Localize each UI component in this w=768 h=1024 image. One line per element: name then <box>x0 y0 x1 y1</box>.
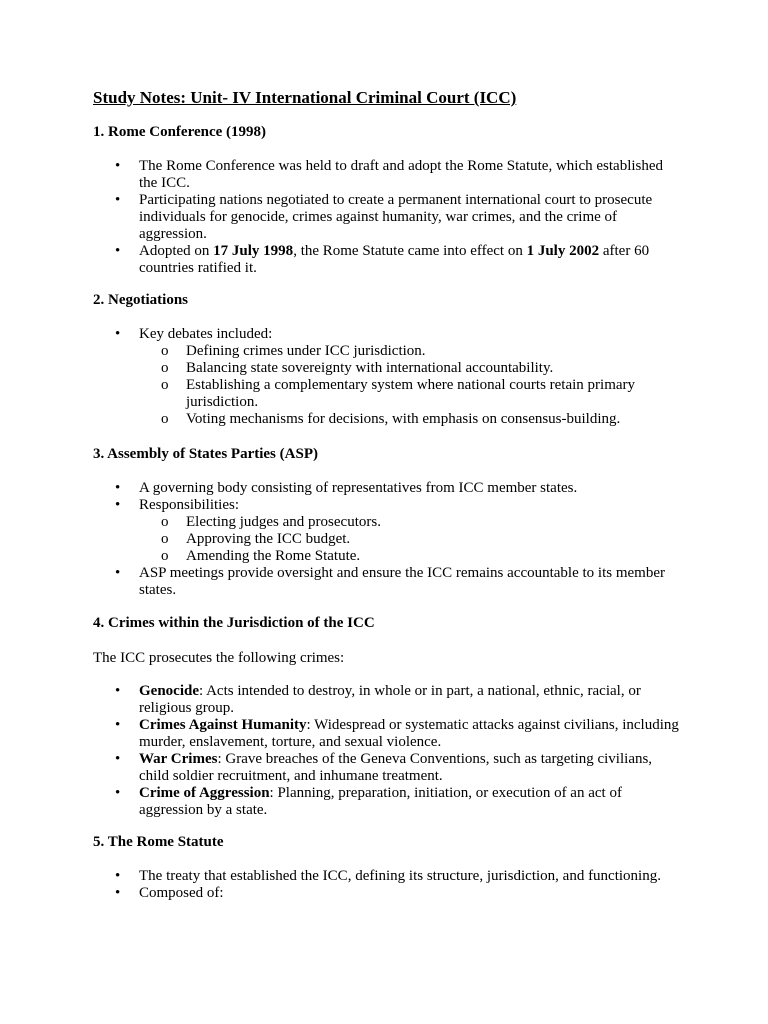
sub-list-item: o Amending the Rome Statute. <box>139 548 666 565</box>
sub-list <box>139 514 679 565</box>
crime-term: Crimes Against Humanity <box>139 717 307 733</box>
sub-list-item: o Balancing state sovereignty with international accountability. <box>139 360 666 377</box>
list-item: • ASP meetings provide oversight and ensure the ICC remains accountable to its member states. <box>0 565 679 599</box>
list-item: • Responsibilities: o Electing judges and prosecutors. o Approving the ICC budget. o Amending the Rome Statute. <box>0 497 679 565</box>
list-item: • A governing body consisting of representatives from ICC member states. <box>0 480 679 497</box>
list-item: • War Crimes: Grave breaches of the Geneva Conventions, such as targeting civilians, child soldier recruitment, and inhumane treatment. <box>0 751 679 785</box>
list-item: • Crimes Against Humanity: Widespread or systematic attacks against civilians, including murder, enslavement, torture, and sexual violence. <box>0 717 679 751</box>
section-4-heading: 4. Crimes within the Jurisdiction of the ICC <box>93 615 375 631</box>
list-item: • Composed of: <box>0 885 679 902</box>
sub-list-item: o Electing judges and prosecutors. <box>139 514 666 531</box>
crime-term: War Crimes <box>139 751 218 767</box>
crimes-list <box>0 683 679 819</box>
list-item: • Key debates included: o Defining crimes under ICC jurisdiction. o Balancing state sovereignty with international accountability. o Establishing a complementary system where national courts retain primary jurisdiction. o Voting mechanisms for decisions, with emphasis on consensus-building. <box>0 326 679 428</box>
sub-list-item: o Approving the ICC budget. <box>139 531 666 548</box>
section-4-intro: The ICC prosecutes the following crimes: <box>93 650 345 666</box>
sub-list <box>139 343 679 428</box>
section-3-list <box>0 480 679 599</box>
section-5-list <box>0 868 679 902</box>
sub-list-item: o Establishing a complementary system where national courts retain primary jurisdiction. <box>139 377 666 411</box>
section-5-heading: 5. The Rome Statute <box>93 834 224 850</box>
list-item: • Crime of Aggression: Planning, preparation, initiation, or execution of an act of aggression by a state. <box>0 785 679 819</box>
effective-date: 1 July 2002 <box>526 243 600 259</box>
sub-list-item: o Voting mechanisms for decisions, with emphasis on consensus-building. <box>139 411 666 428</box>
list-item: • The treaty that established the ICC, defining its structure, jurisdiction, and functioning. <box>0 868 679 885</box>
section-1-heading: 1. Rome Conference (1998) <box>93 124 267 140</box>
list-item: • Genocide: Acts intended to destroy, in whole or in part, a national, ethnic, racial, or religious group. <box>0 683 679 717</box>
section-1-list <box>0 158 679 277</box>
section-2-list <box>0 326 679 428</box>
page-title: Study Notes: Unit- IV International Criminal Court (ICC) <box>93 88 517 107</box>
adoption-date: 17 July 1998 <box>213 243 294 259</box>
section-3-heading: 3. Assembly of States Parties (ASP) <box>93 446 318 462</box>
crime-term: Crime of Aggression <box>139 785 270 801</box>
list-item: • The Rome Conference was held to draft and adopt the Rome Statute, which established the ICC. <box>0 158 679 192</box>
list-item: • Adopted on 17 July 1998, the Rome Statute came into effect on 1 July 2002 after 60 countries ratified it. <box>0 243 679 277</box>
list-item: • Participating nations negotiated to create a permanent international court to prosecute individuals for genocide, crimes against humanity, war crimes, and the crime of aggression. <box>0 192 679 243</box>
section-2-heading: 2. Negotiations <box>93 292 188 308</box>
sub-list-item: o Defining crimes under ICC jurisdiction. <box>139 343 666 360</box>
crime-term: Genocide <box>139 683 199 699</box>
